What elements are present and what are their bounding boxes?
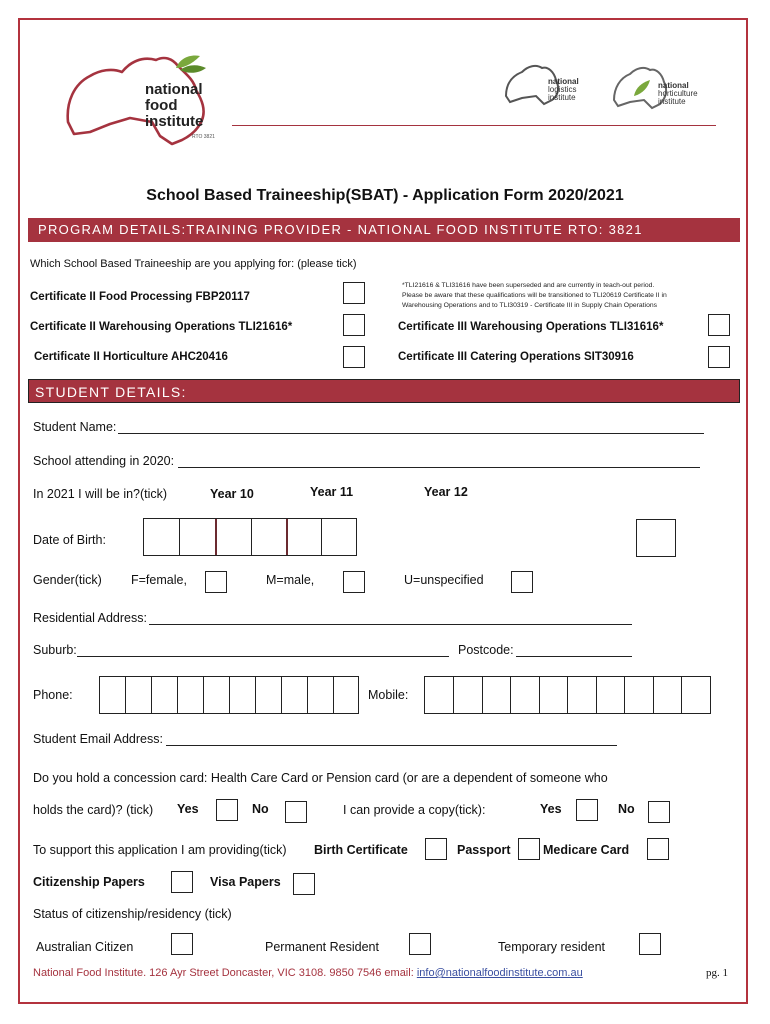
copy-no-label: No xyxy=(618,802,635,816)
footer-address-text: National Food Institute. 126 Ayr Street Doncaster, VIC 3108. 9850 7546 email: xyxy=(33,967,414,979)
nfi-logo-line1: national xyxy=(145,81,203,98)
cert-food-processing-checkbox[interactable] xyxy=(343,282,365,304)
copy-label: I can provide a copy(tick): xyxy=(343,803,486,817)
gender-label: Gender(tick) xyxy=(33,573,102,587)
visa-papers-checkbox[interactable] xyxy=(293,873,315,895)
nfi-rto-label: RTO 3821 xyxy=(192,134,215,140)
student-name-label: Student Name: xyxy=(33,420,117,434)
copy-yes-label: Yes xyxy=(540,802,562,816)
concession-question-line2: holds the card)? (tick) xyxy=(33,803,154,817)
footer-address xyxy=(33,967,583,979)
student-band-text: STUDENT DETAILS: xyxy=(35,384,187,400)
horticulture-logo xyxy=(610,64,720,120)
cert-warehousing-ii-checkbox[interactable] xyxy=(343,314,365,336)
student-details-band xyxy=(28,379,740,403)
copy-no-checkbox[interactable] xyxy=(648,801,670,823)
nfi-logo xyxy=(60,52,235,152)
note-line-1: *TLI21616 & TLI31616 have been superseded and are currently in teach-out period. xyxy=(402,282,655,289)
passport-checkbox[interactable] xyxy=(518,838,540,860)
cert-catering-label: Certificate III Catering Operations SIT30916 xyxy=(398,351,634,363)
address-label: Residential Address: xyxy=(33,611,147,625)
page-number: pg. 1 xyxy=(706,967,728,979)
birth-cert-label: Birth Certificate xyxy=(314,843,408,857)
photo-box[interactable] xyxy=(636,519,676,557)
australian-citizen-label: Australian Citizen xyxy=(36,940,134,954)
email-label: Student Email Address: xyxy=(33,732,163,746)
horticulture-logo-line2: horticulture xyxy=(658,89,698,98)
program-band-text: PROGRAM DETAILS:TRAINING PROVIDER - NATIONAL FOOD INSTITUTE RTO: 3821 xyxy=(38,222,643,237)
cert-horticulture-label: Certificate II Horticulture AHC20416 xyxy=(34,351,228,363)
horticulture-logo-line3: institute xyxy=(658,97,686,106)
dob-input-boxes[interactable] xyxy=(143,518,357,556)
note-line-3: Warehousing Operations and to TLI30319 - Certificate III in Supply Chain Operations xyxy=(402,302,658,309)
visa-papers-label: Visa Papers xyxy=(210,875,281,889)
unspecified-label: U=unspecified xyxy=(404,573,484,587)
note-line-2: Please be aware that these qualifications will be transitioned to TLI20619 Certificate II in xyxy=(402,292,667,299)
logistics-logo-line3: institute xyxy=(548,93,576,102)
student-name-field[interactable] xyxy=(118,433,704,434)
supersede-note xyxy=(402,281,667,311)
phone-input-boxes[interactable] xyxy=(99,676,359,714)
address-field[interactable] xyxy=(149,624,632,625)
concession-question-line1: Do you hold a concession card: Health Care Card or Pension card (or are a dependent of someone who xyxy=(33,771,608,785)
permanent-resident-checkbox[interactable] xyxy=(409,933,431,955)
nfi-logo-line2: food xyxy=(145,97,178,114)
year-11-option[interactable]: Year 11 xyxy=(310,485,354,499)
mobile-label: Mobile: xyxy=(368,688,409,702)
school-label: School attending in 2020: xyxy=(33,454,175,468)
temporary-resident-checkbox[interactable] xyxy=(639,933,661,955)
support-docs-label: To support this application I am providing(tick) xyxy=(33,843,287,857)
phone-label: Phone: xyxy=(33,688,73,702)
form-title: School Based Traineeship(SBAT) - Application Form 2020/2021 xyxy=(146,187,624,204)
mobile-input-boxes[interactable] xyxy=(424,676,711,714)
cert-food-processing-label: Certificate II Food Processing FBP20117 xyxy=(30,291,250,303)
year-question-label: In 2021 I will be in?(tick) xyxy=(33,487,168,501)
female-label: F=female, xyxy=(131,573,187,587)
nfi-logo-line3: institute xyxy=(145,113,204,130)
program-details-band xyxy=(28,218,740,242)
logistics-logo-line1: national xyxy=(548,77,579,86)
australian-citizen-checkbox[interactable] xyxy=(171,933,193,955)
passport-label: Passport xyxy=(457,843,511,857)
female-checkbox[interactable] xyxy=(205,571,227,593)
cert-warehousing-ii-label: Certificate II Warehousing Operations TLI21616* xyxy=(30,321,293,333)
suburb-field[interactable] xyxy=(77,656,449,657)
medicare-label: Medicare Card xyxy=(543,843,630,857)
concession-yes-label: Yes xyxy=(177,802,199,816)
header-rule xyxy=(232,125,716,126)
suburb-label: Suburb: xyxy=(33,643,77,657)
birth-cert-checkbox[interactable] xyxy=(425,838,447,860)
permanent-resident-label: Permanent Resident xyxy=(265,940,379,954)
medicare-checkbox[interactable] xyxy=(647,838,669,860)
concession-yes-checkbox[interactable] xyxy=(216,799,238,821)
school-field[interactable] xyxy=(178,467,700,468)
residency-status-label: Status of citizenship/residency (tick) xyxy=(33,907,232,921)
logistics-logo xyxy=(502,62,600,112)
temporary-resident-label: Temporary resident xyxy=(498,940,605,954)
email-field[interactable] xyxy=(166,745,617,746)
logistics-logo-line2: logistics xyxy=(548,85,577,94)
dob-label: Date of Birth: xyxy=(33,533,106,547)
unspecified-checkbox[interactable] xyxy=(511,571,533,593)
citizenship-papers-label: Citizenship Papers xyxy=(33,875,145,889)
copy-yes-checkbox[interactable] xyxy=(576,799,598,821)
postcode-label: Postcode: xyxy=(458,643,514,657)
postcode-field[interactable] xyxy=(516,656,632,657)
male-label: M=male, xyxy=(266,573,315,587)
horticulture-logo-line1: national xyxy=(658,81,689,90)
male-checkbox[interactable] xyxy=(343,571,365,593)
cert-horticulture-checkbox[interactable] xyxy=(343,346,365,368)
cert-warehousing-iii-label: Certificate III Warehousing Operations TLI31616* xyxy=(398,321,664,333)
cert-catering-checkbox[interactable] xyxy=(708,346,730,368)
concession-no-label: No xyxy=(252,802,269,816)
cert-warehousing-iii-checkbox[interactable] xyxy=(708,314,730,336)
concession-no-checkbox[interactable] xyxy=(285,801,307,823)
footer-email-link[interactable]: info@nationalfoodinstitute.com.au xyxy=(416,967,583,979)
program-question: Which School Based Traineeship are you applying for: (please tick) xyxy=(30,258,357,270)
year-12-option[interactable]: Year 12 xyxy=(424,485,468,499)
citizenship-papers-checkbox[interactable] xyxy=(171,871,193,893)
year-10-option[interactable]: Year 10 xyxy=(210,487,254,501)
